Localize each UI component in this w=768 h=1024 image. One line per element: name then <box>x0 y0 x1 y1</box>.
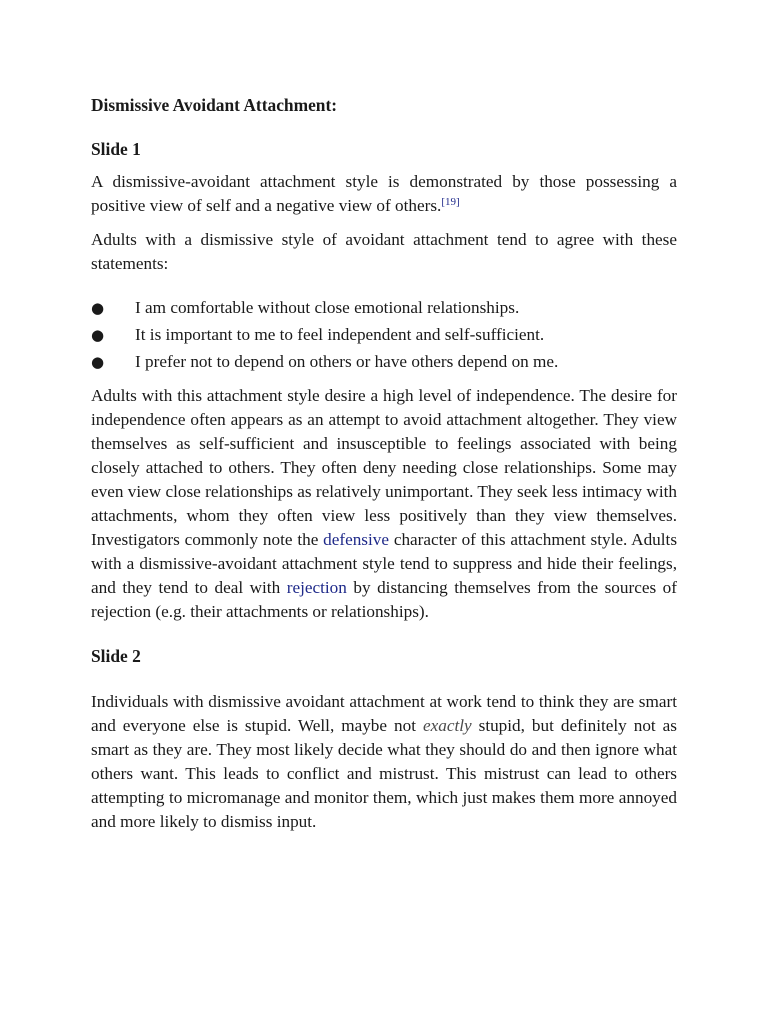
intro-paragraph <box>91 170 677 218</box>
list-item <box>91 296 677 320</box>
statements-intro-paragraph: Adults with a dismissive style of avoidant attachment tend to agree with these statements: <box>91 230 677 273</box>
slide-2-heading: Slide 2 <box>91 646 141 666</box>
bullet-icon: ● <box>91 299 105 317</box>
document-title: Dismissive Avoidant Attachment: <box>91 95 338 115</box>
list-item <box>91 323 677 347</box>
statement-text: I prefer not to depend on others or have others depend on me. <box>135 352 559 371</box>
intro-text: A dismissive-avoidant attachment style is demonstrated by those possessing a positive view of self and a negative view of others. <box>91 172 677 215</box>
statements-list <box>91 296 677 374</box>
work-text-1: Individuals with dismissive avoidant attachment at work tend to think they are smart and everyone else is stupid. Well, maybe not <box>91 692 677 735</box>
slide-1-heading: Slide 1 <box>91 139 141 159</box>
list-item <box>91 350 677 374</box>
citation-19[interactable]: [19] <box>441 196 460 208</box>
work-paragraph <box>91 690 677 834</box>
independence-text-1: Adults with this attachment style desire a high level of independence. The desire for independence often appears as an attempt to avoid attachment altogether. They view themselves as self-sufficient and insusceptible to feelings associated with being closely attached to others. They often deny needing close relationships. Some may even view close relationships as relatively unimportant. They seek less intimacy with attachments, whom they often view less positively than they view themselves. Investigators commonly note the <box>91 386 677 549</box>
statement-text: I am comfortable without close emotional relationships. <box>135 298 520 317</box>
rejection-link[interactable]: rejection <box>286 578 347 597</box>
statement-text: It is important to me to feel independent and self-sufficient. <box>135 325 545 344</box>
bullet-icon: ● <box>91 326 105 344</box>
document-page <box>91 93 677 834</box>
work-text-2: stupid, but definitely not as smart as they are. They most likely decide what they should do and then ignore what others want. This leads to conflict and mistrust. This mistrust can lead to others attempting to micromanage and monitor them, which just makes them more annoyed and more likely to dismiss input. <box>91 716 677 831</box>
independence-paragraph <box>91 384 677 624</box>
independence-text-3: by distancing themselves from the sources of rejection (e.g. their attachments or relationships). <box>91 578 678 621</box>
defensive-link[interactable]: defensive <box>323 530 389 549</box>
independence-text-2: character of this attachment style. Adults with a dismissive-avoidant attachment style tend to suppress and hide their feelings, and they tend to deal with <box>91 530 678 597</box>
bullet-icon: ● <box>91 353 105 371</box>
emphasis-exactly: exactly <box>422 716 472 735</box>
